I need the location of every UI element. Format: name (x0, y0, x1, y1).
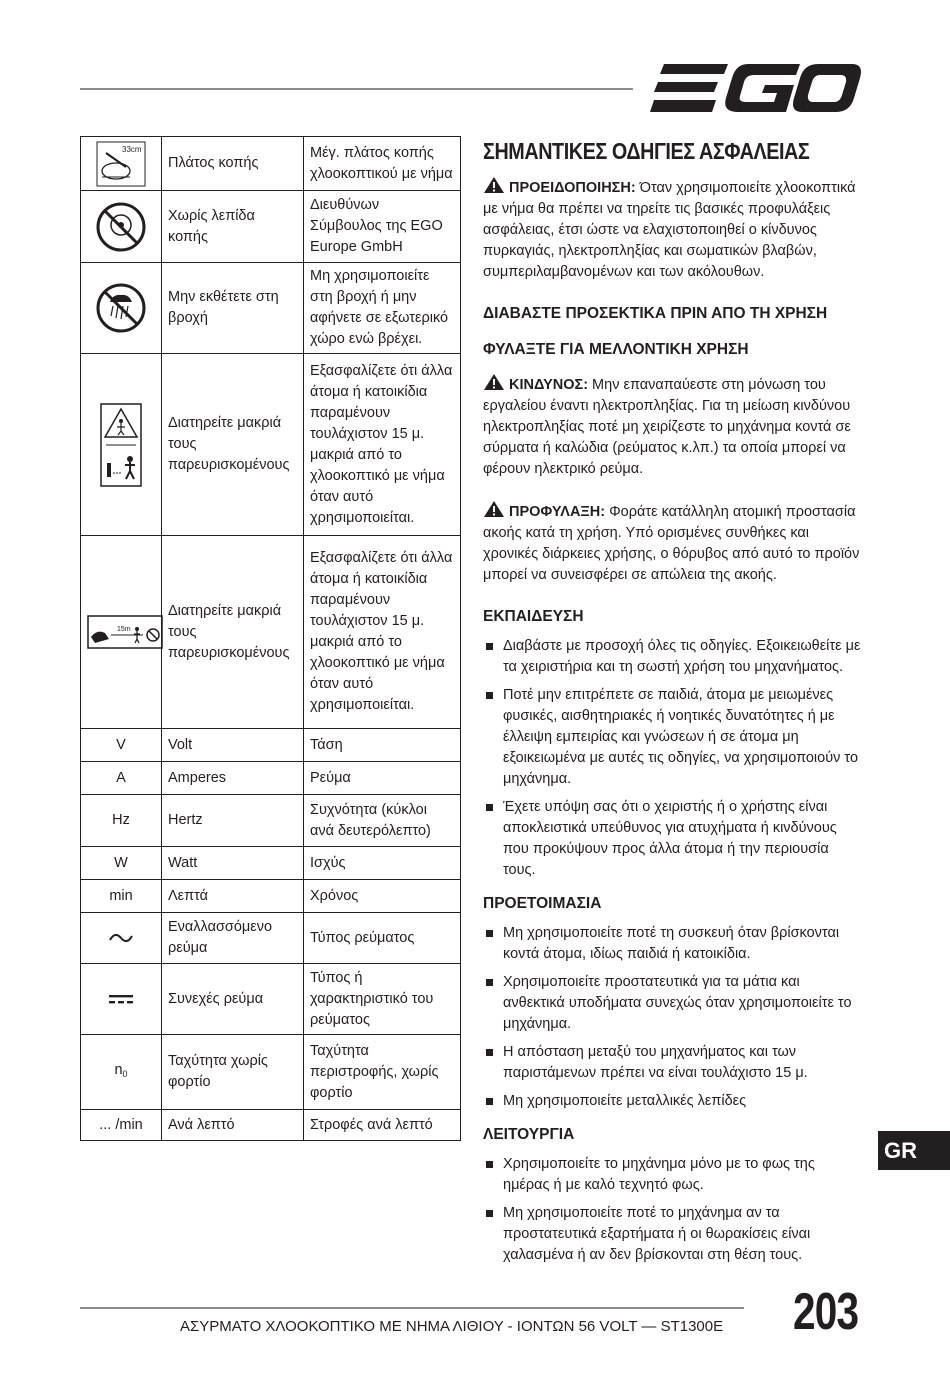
symbol-text: min (81, 880, 162, 913)
list-item: Μη χρησιμοποιείτε μεταλλικές λεπίδες (483, 1091, 865, 1112)
symbol-label: Amperes (162, 762, 304, 795)
warning-triangle-icon (483, 500, 505, 518)
warning-signal-word: ΠΡΟΕΙΔΟΠΟΙΗΣΗ: (509, 180, 636, 196)
symbol-description: Μέγ. πλάτος κοπής χλοοκοπτικού με νήμα (304, 137, 461, 191)
symbol-cell (81, 263, 162, 354)
list-item: Μη χρησιμοποιείτε ποτέ το μηχάνημα αν τα προστατευτικά εξαρτήματα ή οι θωρακίσεις είναι χαλασμένα ή αν δεν βρίσκονται στη θέση τους. (483, 1203, 865, 1266)
language-tab: GR (878, 1131, 950, 1170)
symbol-cell (81, 137, 162, 191)
symbol-label: Χωρίς λεπίδα κοπής (162, 191, 304, 263)
symbol-description: Διευθύνων Σύμβουλος της EGO Europe GmbH (304, 191, 461, 263)
caution-paragraph (483, 500, 865, 586)
table-row (81, 847, 461, 880)
svg-text:33cm: 33cm (122, 144, 142, 154)
cutting-width-icon (96, 141, 146, 187)
symbol-description: Ισχύς (304, 847, 461, 880)
symbol-label: Διατηρείτε μακριά τους παρευρισκομένους (162, 354, 304, 536)
page-number: 203 (793, 1283, 859, 1341)
symbol-text: W (81, 847, 162, 880)
symbol-text: n (114, 1061, 123, 1078)
symbol-text: V (81, 729, 162, 762)
svg-text:15m: 15m (117, 626, 131, 633)
symbol-subscript: 0 (122, 1068, 128, 1079)
table-row (81, 536, 461, 729)
symbol-text: Hz (81, 795, 162, 847)
caution-text: Φοράτε κατάλληλη ατομική προστασία ακοής κατά τη χρήση. Υπό ορισμένες συνθήκες και χρονικές διάρκειες χρήσης, ο θόρυβος από αυτό το προϊόν μπορεί να συνεισφέρει σε απώλεια της ακοής. (483, 504, 860, 583)
list-item: Διαβάστε με προσοχή όλες τις οδηγίες. Εξοικειωθείτε με τα χειριστήρια και τη σωστή χρήση του μηχανήματος. (483, 636, 865, 678)
bystander-distance-icon (100, 403, 142, 487)
footer-rule (80, 1307, 744, 1309)
preparation-heading: ΠΡΟΕΤΟΙΜΑΣΙΑ (483, 895, 602, 912)
symbol-label: Hertz (162, 795, 304, 847)
symbol-description: Χρόνος (304, 880, 461, 913)
page-title: ΣΗΜΑΝΤΙΚΕΣ ΟΔΗΓΙΕΣ ΑΣΦΑΛΕΙΑΣ (483, 138, 810, 164)
symbol-label: Watt (162, 847, 304, 880)
warning-triangle-icon (483, 176, 505, 194)
list-item: Χρησιμοποιείτε το μηχάνημα μόνο με το φως της ημέρας ή με καλό τεχνητό φως. (483, 1154, 865, 1196)
symbol-label: Πλάτος κοπής (162, 137, 304, 191)
table-row (81, 913, 461, 964)
warning-text: Όταν χρησιμοποιείτε χλοοκοπτικά με νήμα θα πρέπει να τηρείτε τις βασικές προφυλάξεις ασφάλειας, έτσι ώστε να ελαχιστοποιηθεί ο κίνδυνος πυρκαγιάς, ηλεκτροπληξίας και σωματικών βλαβών, συμπεριλαμβανομένων και των ακόλουθων. (483, 180, 856, 280)
table-row (81, 1035, 461, 1110)
list-item: Μη χρησιμοποιείτε ποτέ τη συσκευή όταν βρίσκονται κοντά άτομα, ιδίως παιδιά ή κατοικίδια. (483, 923, 865, 965)
warning-paragraph (483, 176, 865, 283)
symbol-label: Ταχύτητα χωρίς φορτίο (162, 1035, 304, 1110)
operation-list (483, 1154, 865, 1266)
symbol-label: Εναλλασσόμενο ρεύμα (162, 913, 304, 964)
symbol-label: Ανά λεπτό (162, 1110, 304, 1141)
danger-paragraph (483, 373, 865, 480)
symbol-label: Volt (162, 729, 304, 762)
warning-triangle-icon (483, 373, 505, 391)
no-rain-icon (95, 282, 147, 334)
table-row (81, 354, 461, 536)
ego-logo-icon (650, 62, 862, 114)
training-list (483, 636, 865, 881)
symbol-cell (81, 913, 162, 964)
list-item: Έχετε υπόψη σας ότι ο χειριστής ή ο χρήστης είναι αποκλειστικά υπεύθυνος για ατυχήματα ή κινδύνους που προκύψουν προς άλλα άτομα ή την περιουσία τους. (483, 797, 865, 881)
symbol-cell (81, 964, 162, 1035)
preparation-list (483, 923, 865, 1112)
symbol-description: Τύπος ή χαρακτηριστικό του ρεύματος (304, 964, 461, 1035)
table-row (81, 795, 461, 847)
symbol-cell (81, 1035, 162, 1110)
symbol-description: Συχνότητα (κύκλοι ανά δευτερόλεπτο) (304, 795, 461, 847)
table-row (81, 1110, 461, 1141)
header-rule (80, 88, 633, 90)
symbol-description: Ρεύμα (304, 762, 461, 795)
list-item: Χρησιμοποιείτε προστατευτικά για τα μάτια και ανθεκτικά υποδήματα συνεχώς όταν χρησιμοποιείτε το μηχάνημα. (483, 972, 865, 1035)
table-row (81, 729, 461, 762)
list-item: Η απόσταση μεταξύ του μηχανήματος και των παριστάμενων πρέπει να είναι τουλάχιστο 15 μ. (483, 1042, 865, 1084)
symbol-description: Τύπος ρεύματος (304, 913, 461, 964)
danger-signal-word: ΚΙΝΔΥΝΟΣ: (509, 377, 589, 393)
training-heading: ΕΚΠΑΙΔΕΥΣΗ (483, 608, 584, 625)
table-row (81, 137, 461, 191)
symbol-cell (81, 536, 162, 729)
symbol-text: A (81, 762, 162, 795)
symbol-description: Στροφές ανά λεπτό (304, 1110, 461, 1141)
symbol-description: Ταχύτητα περιστροφής, χωρίς φορτίο (304, 1035, 461, 1110)
no-blade-icon (95, 201, 147, 253)
keep-heading: ΦΥΛΑΞΤΕ ΓΙΑ ΜΕΛΛΟΝΤΙΚΗ ΧΡΗΣΗ (483, 341, 749, 358)
symbol-cell (81, 191, 162, 263)
symbol-cell (81, 354, 162, 536)
symbol-label: Διατηρείτε μακριά τους παρευρισκομένους (162, 536, 304, 729)
safety-instructions (483, 136, 865, 1273)
symbol-table (80, 136, 461, 1141)
direct-current-icon (108, 992, 134, 1006)
read-heading: ΔΙΑΒΑΣΤΕ ΠΡΟΣΕΚΤΙΚΑ ΠΡΙΝ ΑΠΟ ΤΗ ΧΡΗΣΗ (483, 305, 828, 322)
table-row (81, 964, 461, 1035)
distance-15m-icon (87, 615, 163, 649)
danger-text: Μην επαναπαύεστε στη μόνωση του εργαλείου έναντι ηλεκτροπληξίας. Για τη μείωση κινδύνου ηλεκτροπληξίας ποτέ μη χειρίζεστε το μηχάνημα κοντά σε σύρματα ή καλώδια (ρεύματος κ.λπ.) τα οποία μπορεί να φέρουν ηλεκτρικό ρεύμα. (483, 377, 851, 477)
list-item: Ποτέ μην επιτρέπετε σε παιδιά, άτομα με μειωμένες φυσικές, αισθητηριακές ή νοητικές δυνατότητες ή με έλλειψη εμπειρίας και γνώσεων ή σε άτομα μη εξοικειωμένα με αυτές τις οδηγίες, να χρησιμοποιούν το μηχάνημα. (483, 685, 865, 790)
symbol-description: Εξασφαλίζετε ότι άλλα άτομα ή κατοικίδια παραμένουν τουλάχιστον 15 μ. μακριά από το χλοοκοπτικό με νήμα όταν αυτό χρησιμοποιείται. (304, 354, 461, 536)
symbol-description: Τάση (304, 729, 461, 762)
symbol-text: ... /min (81, 1110, 162, 1141)
symbol-label: Λεπτά (162, 880, 304, 913)
symbol-label: Μην εκθέτετε στη βροχή (162, 263, 304, 354)
table-row (81, 263, 461, 354)
footer-title: ΑΣΥΡΜΑΤΟ ΧΛΟΟΚΟΠΤΙΚΟ ΜΕ ΝΗΜΑ ΛΙΘΙΟΥ - ΙΟΝΤΩΝ 56 VOLT — ST1300E (180, 1318, 724, 1335)
symbol-label: Συνεχές ρεύμα (162, 964, 304, 1035)
symbol-description: Μη χρησιμοποιείτε στη βροχή ή μην αφήνετε σε εξωτερικό χώρο ενώ βρέχει. (304, 263, 461, 354)
alternating-current-icon (108, 931, 134, 945)
symbol-description: Εξασφαλίζετε ότι άλλα άτομα ή κατοικίδια παραμένουν τουλάχιστον 15 μ. μακριά από το χλοοκοπτικό με νήμα όταν αυτό χρησιμοποιείται. (304, 536, 461, 729)
table-row (81, 191, 461, 263)
table-row (81, 762, 461, 795)
operation-heading: ΛΕΙΤΟΥΡΓΙΑ (483, 1126, 575, 1143)
caution-signal-word: ΠΡΟΦΥΛΑΞΗ: (509, 504, 606, 520)
table-row (81, 880, 461, 913)
